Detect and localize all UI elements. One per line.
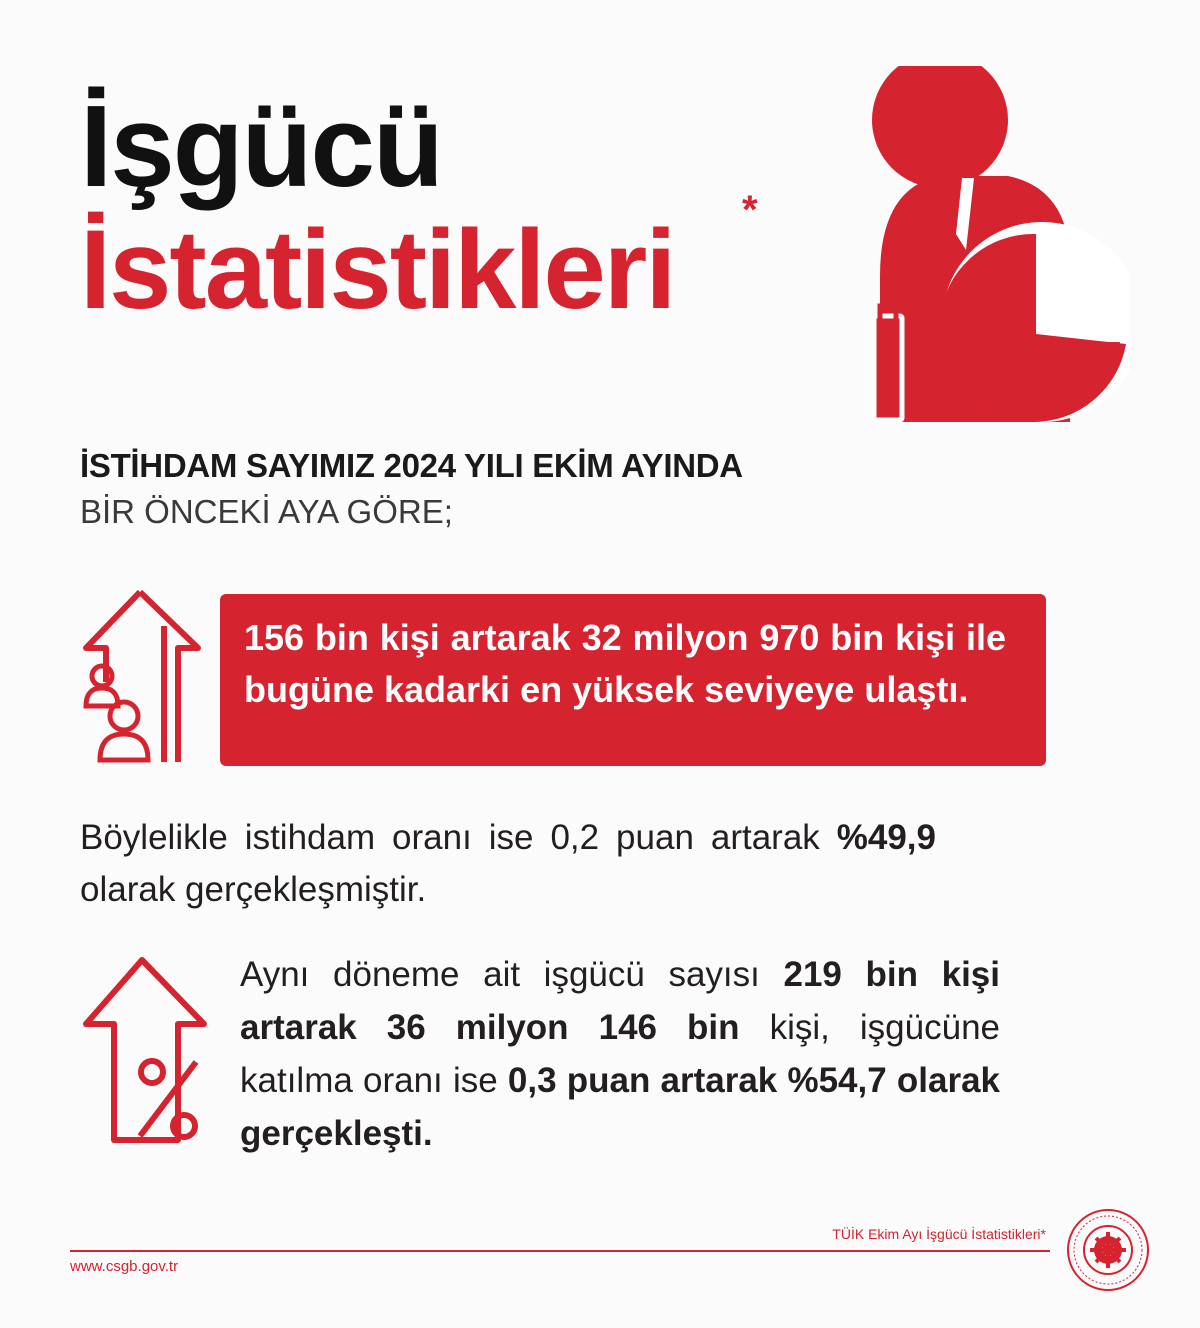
briefcase-shape: [874, 316, 902, 420]
labor-force-paragraph: [240, 948, 1000, 1160]
labor-force-text-2: kişi, işgücüne katılma oranı ise: [240, 1008, 1000, 1100]
source-note: TÜİK Ekim Ayı İşgücü İstatistikleri*: [832, 1226, 1046, 1242]
percent-top-circle: [141, 1061, 163, 1083]
arrow-up-outline: [86, 592, 198, 762]
employment-rate-value: %49,9: [836, 818, 936, 857]
page-title-line2: İstatistikleri: [80, 207, 675, 332]
arrow-up-people-icon: [80, 582, 210, 772]
intro-subheading: BİR ÖNCEKİ AYA GÖRE;: [80, 493, 453, 530]
labor-force-bold-2: 0,3 puan artarak %54,7 olarak gerçekleşti.: [240, 1061, 1001, 1153]
large-person-head: [110, 702, 138, 730]
large-person-body: [100, 734, 148, 760]
employment-rate-text-1: Böylelikle istihdam oranı ise 0,2 puan artarak: [80, 818, 837, 857]
labor-force-bold-1: 219 bin kişi artarak 36 milyon 146 bin: [240, 955, 1000, 1047]
intro-heading: İSTİHDAM SAYIMIZ 2024 YILI EKİM AYINDA: [80, 447, 743, 484]
labor-force-text-1: Aynı döneme ait işgücü sayısı: [240, 955, 784, 994]
person-head-shape: [872, 66, 1008, 188]
highlight-text: 156 bin kişi artarak 32 milyon 970 bin kişi ile bugüne kadarki en yüksek seviyeye ulaştı.: [244, 617, 1006, 710]
employment-rate-paragraph: [80, 812, 936, 916]
highlight-box: [220, 594, 1046, 766]
arrow-up-percent-icon: [80, 950, 220, 1150]
percent-slash: [140, 1062, 196, 1136]
person-with-pie-chart-icon: [870, 66, 1130, 428]
page-title-line1: İşgücü: [80, 81, 442, 211]
footer-divider: [70, 1250, 1050, 1252]
seal-gear-teeth: [1090, 1232, 1126, 1268]
site-url-link[interactable]: www.csgb.gov.tr: [70, 1258, 179, 1275]
small-person-body: [86, 688, 118, 706]
title-asterisk: *: [742, 188, 758, 232]
ministry-seal-icon: [1066, 1208, 1150, 1292]
employment-rate-text-2: olarak gerçekleşmiştir.: [80, 870, 427, 909]
